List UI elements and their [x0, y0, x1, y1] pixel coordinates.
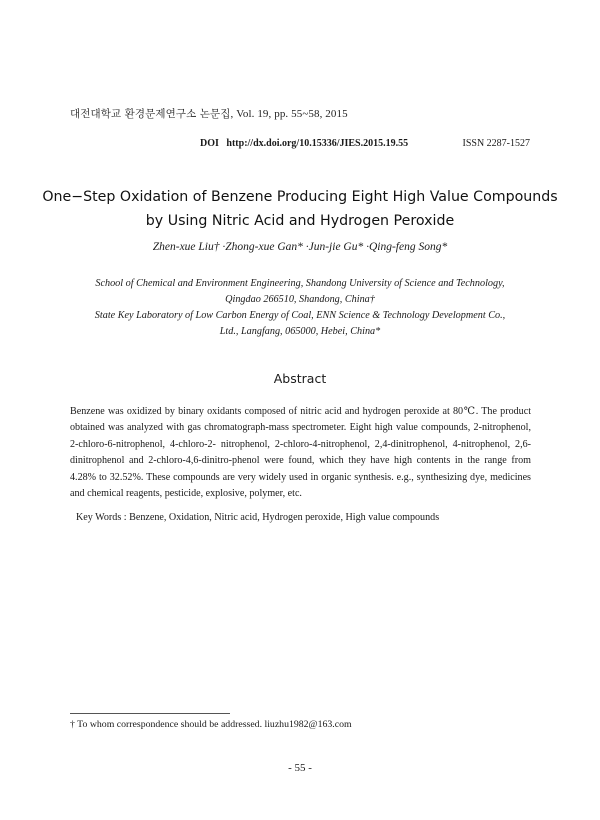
doi-url[interactable]: http://dx.doi.org/10.15336/JIES.2015.19.55 — [226, 138, 409, 149]
title-line-2: by Using Nitric Acid and Hydrogen Peroxide — [145, 213, 455, 229]
author-list: Zhen-xue Liu† ·Zhong-xue Gan* ·Jun-jie Gu* ·Qing-feng Song* — [152, 241, 448, 253]
doi-label: DOI — [200, 138, 219, 149]
affiliation-line-1: School of Chemical and Environment Engineering, Shandong University of Science and Technology, — [95, 278, 505, 289]
keywords: Key Words : Benzene, Oxidation, Nitric acid, Hydrogen peroxide, High value compounds — [76, 512, 440, 523]
journal-citation — [70, 106, 348, 121]
page-number: - 55 - — [288, 762, 312, 774]
affiliation-line-3: State Key Laboratory of Low Carbon Energy of Coal, ENN Science & Technology Development Co., — [94, 310, 506, 321]
affiliation-line-2: Qingdao 266510, Shandong, China† — [225, 294, 375, 305]
journal-volume: , Vol. 19, pp. 55~58, 2015 — [230, 108, 348, 120]
correspondence-footnote: † To whom correspondence should be addressed. liuzhu1982@163.com — [70, 719, 352, 730]
issn: ISSN 2287-1527 — [462, 138, 530, 149]
affiliations — [40, 276, 560, 340]
journal-name: 대전대학교 환경문제연구소 논문집 — [70, 108, 231, 120]
doi-link[interactable] — [200, 138, 408, 149]
footnote-divider — [70, 713, 230, 714]
abstract-text: Benzene was oxidized by binary oxidants composed of nitric acid and hydrogen peroxide at 80℃. The product obtained was analyzed with gas chromatograph-mass spectrometer. Eight high value compounds, 2-nitrophenol, 2-chloro-6-nitrophenol, 4-chloro-2- nitrophenol, 2-chloro-4-nitrophenol, 2,4-dinitrophenol, 4-nitrophenol, 2,6-dinitrophenol and 2-chloro-4,6-dinitro-phenol were found, which they have high contents in the range from 4.28% to 32.52%. These compounds are very widely used in organic synthesis. e.g., synthesizing dye, medicines and chemical reagents, pesticide, explosive, polymer, etc. — [70, 406, 531, 500]
title-line-1: One−Step Oxidation of Benzene Producing Eight High Value Compounds — [42, 189, 558, 205]
paper-title — [40, 185, 560, 233]
abstract-heading: Abstract — [273, 371, 327, 386]
doi-line — [200, 138, 530, 149]
affiliation-line-4: Ltd., Langfang, 065000, Hebei, China* — [219, 326, 381, 337]
